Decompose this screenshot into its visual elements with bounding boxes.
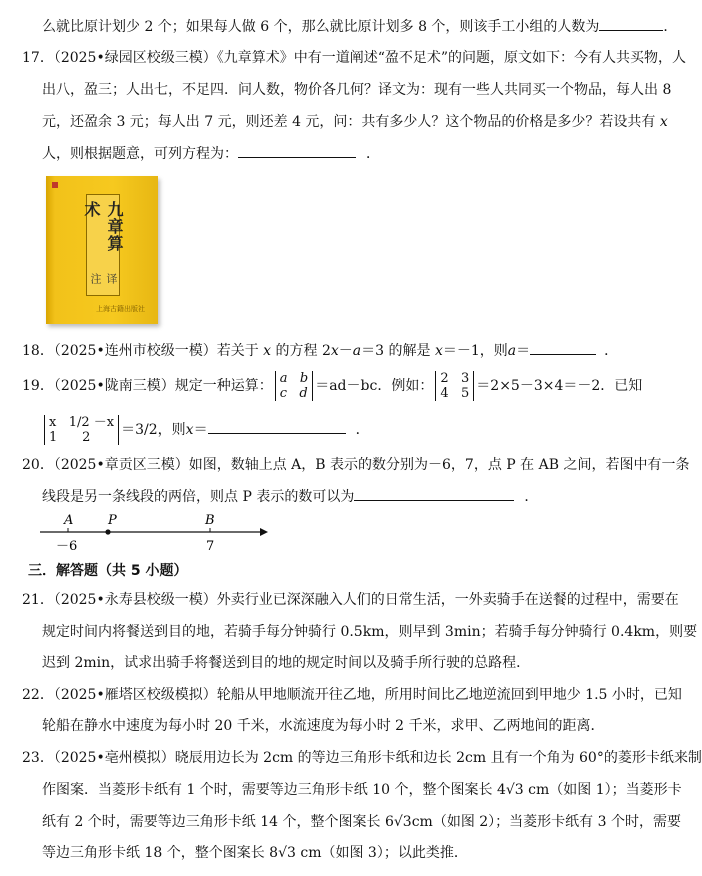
q23-text-4: 等边三角形卡纸 18 个，整个图案长 8√3 cm（如图 3）；以此类推． [42, 845, 468, 861]
q18-minus: － [338, 343, 353, 359]
value-b: 7 [206, 539, 215, 554]
book-corner-mark [52, 182, 58, 188]
q17-line1 [22, 48, 686, 68]
q19-q-row2: 1 2 [49, 430, 91, 445]
q17-line3 [42, 112, 668, 132]
q19-eq2: ＝ [193, 422, 208, 438]
number-line-arrow [260, 528, 268, 536]
q21-text-1: 外卖行业已深深融入人们的日常生活，一外卖骑手在送餐的过程中，需要在 [216, 592, 679, 608]
q23-line3 [42, 812, 681, 832]
q23-line4 [42, 843, 468, 863]
q19-text-3: ＝2×5－3×4＝－2．已知 [476, 378, 643, 394]
label-b: B [205, 513, 215, 528]
q18-var-x3: x [434, 343, 443, 359]
q20-text-2: 线段是另一条线段的两倍，则点 P 表示的数可以为 [42, 489, 355, 505]
q17-text-4: 人，则根据题意，可列方程为： [42, 146, 238, 162]
q23-text-1: 晓辰用边长为 2cm 的等边三角形卡纸和边长 2cm 且有一个角为 60°的菱形卡纸来制 [174, 750, 702, 766]
q19-ex-row1: 2 3 [440, 371, 470, 386]
q19-line2 [42, 414, 370, 446]
section-heading: 三．解答题（共 5 小题） [28, 563, 188, 579]
q21-number: 21． [22, 592, 54, 608]
q16-text: 么就比原计划少 2 个；如果每人做 6 个，那么就比原计划多 8 个，则该手工小组的人数为 [42, 19, 600, 35]
q19-text-1: 规定一种运算： [174, 378, 273, 394]
q16-end: ． [663, 19, 678, 35]
q19-answer-blank[interactable] [208, 419, 346, 434]
q20-source: （2025•章贡区三模） [53, 457, 189, 473]
q17-number: 17． [22, 50, 54, 66]
q19-def-row2: c d [279, 386, 308, 401]
q17-end: ． [366, 146, 380, 162]
q17-line4 [42, 143, 380, 164]
value-a: －6 [56, 539, 78, 554]
q18-text-3: ＝3 的解是 [361, 343, 431, 359]
q16-answer-blank[interactable] [599, 16, 663, 31]
q18-text-4: ＝－1，则 [442, 343, 508, 359]
q17-line2 [42, 80, 671, 100]
q18-source: （2025•连州市校级一模） [53, 343, 217, 359]
q19-var-x: x [185, 422, 194, 438]
book-cover-image [46, 176, 158, 324]
q18-var-a: a [352, 343, 362, 359]
q20-answer-blank[interactable] [354, 486, 514, 501]
q23-line1 [22, 748, 702, 768]
q19-q-row1: x 1/2 －x [49, 415, 115, 430]
q17-var-x: x [659, 114, 668, 130]
q22-source: （2025•雁塔区校级模拟） [53, 687, 217, 703]
q18-line [22, 340, 618, 361]
q20-number: 20． [22, 457, 54, 473]
q22-text-2: 轮船在静水中速度为每小时 20 千米，水流速度为每小时 2 千米，求甲、乙两地间的距离． [42, 718, 605, 734]
q19-source: （2025•陇南三模） [53, 378, 175, 394]
label-p: P [108, 513, 117, 528]
q21-line3 [42, 653, 530, 673]
q19-text-4: ，则 [157, 422, 186, 438]
q18-text-2: 的方程 2 [275, 343, 331, 359]
q20-line1 [22, 455, 689, 475]
book-publisher: 上海古籍出版社 [96, 305, 145, 313]
q22-text-1: 轮船从甲地顺流开往乙地，所用时间比乙地逆流回到甲地少 1.5 小时，已知 [216, 687, 682, 703]
q18-var-x: x [263, 343, 272, 359]
q23-text-2: 作图案．当菱形卡纸有 1 个时，需要等边三角形卡纸 10 个，整个图案长 4√3 cm（如图 1）；当菱形卡 [42, 782, 682, 798]
q19-example-determinant [435, 371, 474, 401]
q22-number: 22． [22, 687, 54, 703]
q19-number: 19． [22, 378, 54, 394]
book-title-label [82, 194, 124, 296]
q20-text-1: 如图，数轴上点 A，B 表示的数分别为－6，7，点 P 在 AB 之间，若图中有一条 [188, 457, 690, 473]
q23-line2 [42, 780, 682, 800]
q16-tail [42, 16, 677, 37]
q19-def-row1: a b [279, 371, 309, 386]
q20-line2 [42, 486, 538, 507]
q19-end: ． [355, 422, 370, 438]
q21-text-3: 迟到 2min，试求出骑手将餐送到目的地的规定时间以及骑手所行驶的总路程． [42, 655, 531, 671]
q19-question-determinant [44, 415, 119, 445]
q18-eq: ＝ [516, 343, 531, 359]
q21-line2 [42, 622, 697, 642]
q19-def-determinant [275, 371, 313, 401]
q19-eq: ＝ [121, 422, 136, 438]
q23-text-3: 纸有 2 个时，需要等边三角形卡纸 14 个，整个图案长 6√3cm（如图 2）；当菱形卡纸有 3 个时，需要 [42, 814, 681, 830]
q17-answer-blank[interactable] [238, 143, 356, 158]
q21-text-2: 规定时间内将餐送到目的地，若骑手每分钟骑行 0.5km，则早到 3min；若骑手每分钟骑行 0.4km，则要 [42, 624, 698, 640]
q18-var-x2: x [330, 343, 339, 359]
book-title: 九章算术 [82, 201, 124, 252]
q18-number: 18． [22, 343, 54, 359]
q22-line1 [22, 685, 682, 705]
q21-line1 [22, 590, 679, 610]
q19-line1 [22, 370, 642, 402]
book-subtitle: 译注 [89, 273, 118, 285]
q21-source: （2025•永寿县校级一模） [53, 592, 217, 608]
q18-end: ． [604, 343, 619, 359]
point-p [105, 529, 110, 534]
label-a: A [64, 513, 74, 528]
q18-text-1: 若关于 [216, 343, 259, 359]
q19-ex-row2: 4 5 [440, 386, 470, 401]
q17-source: （2025•绿园区校级三模） [53, 50, 217, 66]
q19-fraction: 3/2 [135, 422, 158, 438]
q17-text-1: 《九章算术》中有一道阐述“盈不足术”的问题，原文如下：今有人共买物，人 [216, 50, 687, 66]
q17-text-2: 出八，盈三；人出七，不足四．问人数，物价各几何？译文为：现有一些人共同买一个物品，每人出 8 [42, 82, 672, 98]
q17-text-3: 元，还盈余 3 元；每人出 7 元，则还差 4 元，问：共有多少人？这个物品的价格是多少？若设共有 [42, 114, 656, 130]
number-line-figure [38, 508, 268, 554]
q19-text-2: ＝ad－bc．例如： [315, 378, 434, 394]
q23-source: （2025•亳州模拟） [53, 750, 175, 766]
q18-var-a2: a [507, 343, 517, 359]
q20-end: ． [524, 489, 539, 505]
q18-answer-blank[interactable] [530, 340, 596, 355]
q23-number: 23． [22, 750, 54, 766]
q22-line2 [42, 716, 605, 736]
